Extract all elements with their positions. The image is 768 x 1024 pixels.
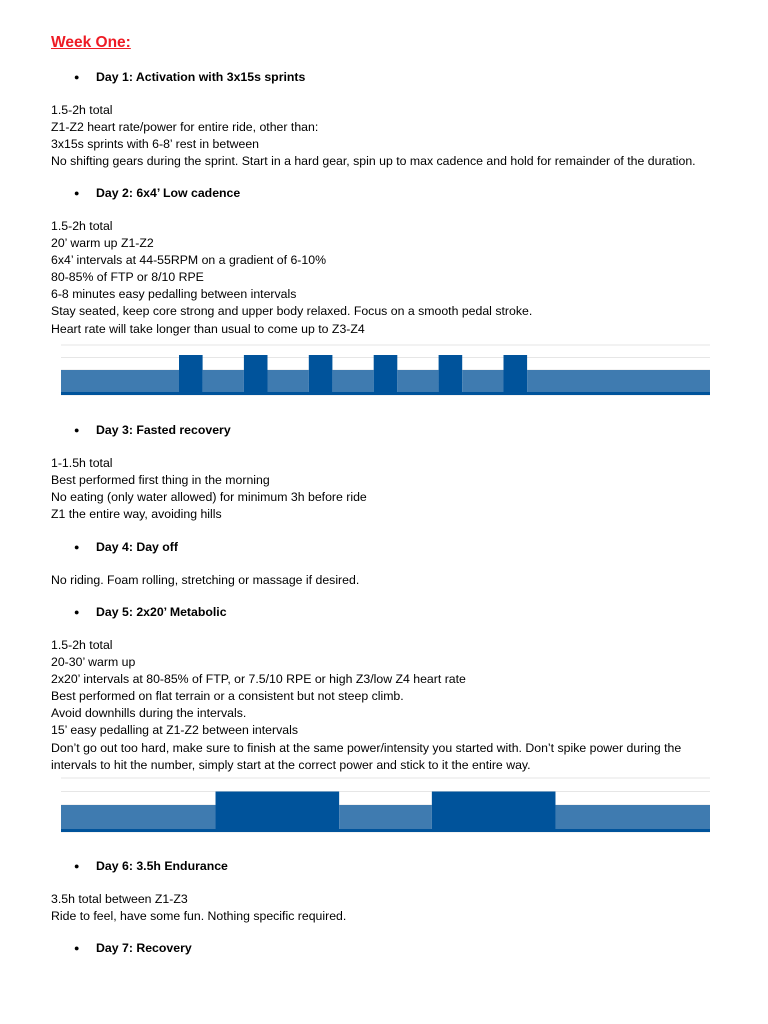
baseline-bar xyxy=(61,392,710,395)
workout-chart-day-2 xyxy=(55,343,712,403)
recovery-bar xyxy=(397,370,438,395)
week-heading: Week One: xyxy=(51,34,131,51)
bullet-icon: ● xyxy=(74,607,80,617)
bullet-icon: ● xyxy=(74,542,80,552)
recovery-bar xyxy=(527,370,710,395)
bullet-icon: ● xyxy=(74,188,80,198)
day-1-heading xyxy=(74,70,305,84)
recovery-bar xyxy=(203,370,244,395)
interval-bar xyxy=(504,355,528,395)
workout-chart-svg xyxy=(55,343,712,403)
day-5-heading xyxy=(74,605,227,619)
day-5-notes: 1.5-2h total 20-30’ warm up 2x20’ intervals at 80-85% of FTP, or 7.5/10 RPE or high Z3/low Z4 heart rate Best performed on flat terrain or a consistent but not steep climb. Avoid downhills during the intervals. 15’ easy pedalling at Z1-Z2 between intervals Don’t go out too hard, make sure to finish at the same power/intensity you started with. Don’t spike power during the intervals to hit the number, simply start at the correct power and stick to it the entire way. xyxy=(51,638,682,772)
bullet-icon: ● xyxy=(74,72,80,82)
day-title: Day 3: Fasted recovery xyxy=(96,423,231,437)
baseline-bar xyxy=(61,829,710,832)
day-6-heading xyxy=(74,859,228,873)
bullet-icon: ● xyxy=(74,425,80,435)
day-4-heading xyxy=(74,540,178,554)
interval-bar xyxy=(439,355,463,395)
day-3-notes: 1-1.5h total Best performed first thing in the morning No eating (only water allowed) for minimum 3h before ride Z1 the entire way, avoiding hills xyxy=(51,456,367,522)
interval-bar xyxy=(432,792,556,833)
day-title: Day 1: Activation with 3x15s sprints xyxy=(96,70,306,84)
day-7-heading xyxy=(74,941,192,955)
recovery-bar xyxy=(462,370,503,395)
day-title: Day 6: 3.5h Endurance xyxy=(96,859,228,873)
interval-bar xyxy=(309,355,333,395)
bullet-icon: ● xyxy=(74,943,80,953)
day-title: Day 7: Recovery xyxy=(96,941,192,955)
interval-bar xyxy=(179,355,203,395)
day-3-heading xyxy=(74,423,231,437)
recovery-bar xyxy=(332,370,373,395)
recovery-bar xyxy=(61,805,216,832)
day-title: Day 4: Day off xyxy=(96,540,179,554)
recovery-bar xyxy=(339,805,432,832)
day-title: Day 2: 6x4’ Low cadence xyxy=(96,186,241,200)
day-6-notes: 3.5h total between Z1-Z3 Ride to feel, have some fun. Nothing specific required. xyxy=(51,892,347,924)
day-2-notes: 1.5-2h total 20’ warm up Z1-Z2 6x4’ intervals at 44-55RPM on a gradient of 6-10% 80-85% of FTP or 8/10 RPE 6-8 minutes easy pedalling between intervals Stay seated, keep core strong and upper body relaxed. Focus on a smooth pedal stroke. Heart rate will take longer than usual to come up to Z3-Z4 xyxy=(51,219,533,336)
recovery-bar xyxy=(268,370,309,395)
workout-chart-svg xyxy=(55,776,712,840)
workout-chart-day-5 xyxy=(55,776,712,840)
day-1-notes: 1.5-2h total Z1-Z2 heart rate/power for entire ride, other than: 3x15s sprints with 6-8’ rest in between No shifting gears during the sprint. Start in a hard gear, spin up to max cadence and hold for remainder of the duration. xyxy=(51,103,696,169)
day-4-notes: No riding. Foam rolling, stretching or massage if desired. xyxy=(51,573,360,587)
recovery-bar xyxy=(61,370,179,395)
day-title: Day 5: 2x20’ Metabolic xyxy=(96,605,227,619)
bullet-icon: ● xyxy=(74,861,80,871)
interval-bar xyxy=(216,792,340,833)
interval-bar xyxy=(374,355,398,395)
day-2-heading xyxy=(74,186,240,200)
interval-bar xyxy=(244,355,268,395)
recovery-bar xyxy=(555,805,710,832)
